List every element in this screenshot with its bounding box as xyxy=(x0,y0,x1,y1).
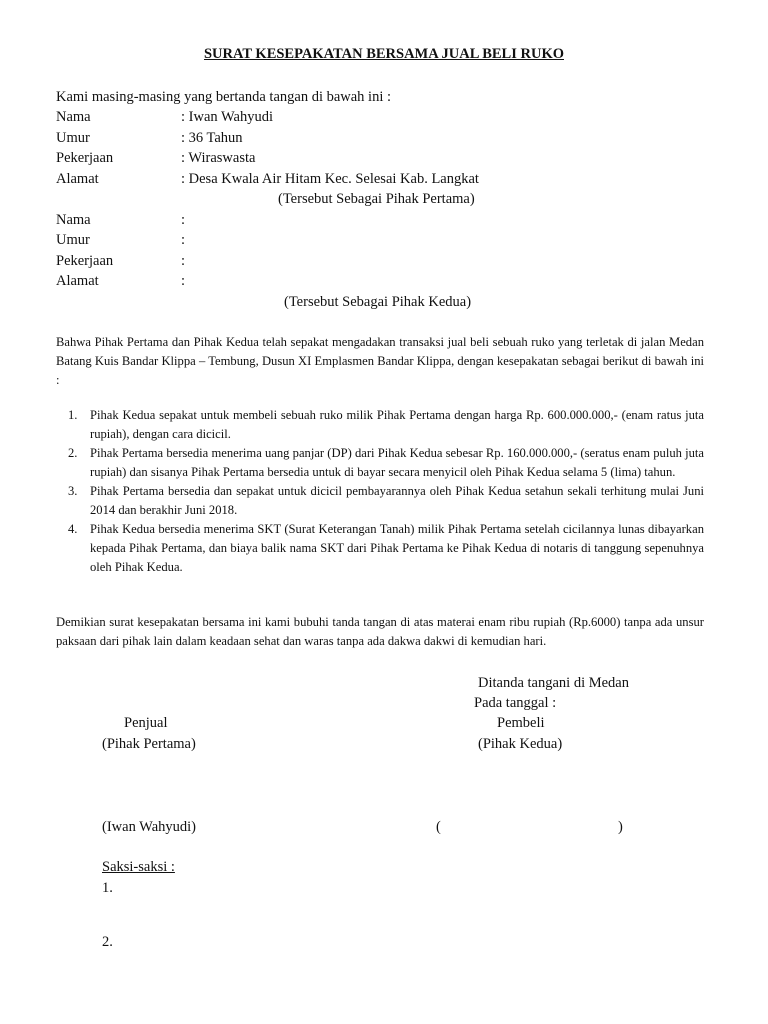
party1-address-label: Alamat xyxy=(56,171,99,187)
signing-place: Ditanda tangani di Medan xyxy=(478,675,629,691)
term-number: 4. xyxy=(68,522,78,536)
term-item xyxy=(56,406,704,444)
buyer-signature-close: ) xyxy=(618,819,623,835)
buyer-signature-open: ( xyxy=(436,819,441,835)
term-text: Pihak Kedua sepakat untuk membeli sebuah ruko milik Pihak Pertama dengan harga Rp. 600.000.000,- (enam ratus juta rupiah), dengan cara dicicil. xyxy=(90,408,704,441)
terms-list xyxy=(56,406,704,577)
party1-address-value: : Desa Kwala Air Hitam Kec. Selesai Kab. Langkat xyxy=(181,171,479,187)
party2-address-value: : xyxy=(181,273,186,289)
witnesses-heading: Saksi-saksi : xyxy=(102,859,175,875)
party2-job-label: Pekerjaan xyxy=(56,253,114,269)
term-number: 3. xyxy=(68,484,78,498)
term-text: Pihak Kedua bersedia menerima SKT (Surat Keterangan Tanah) milik Pihak Pertama setelah cicilannya lunas dibayarkan kepada Pihak Pertama, dan biaya balik nama SKT dari Pihak Pertama ke Pihak Kedua di notaris di tanggung sepenuhnya oleh Pihak Kedua. xyxy=(90,522,704,574)
seller-party: (Pihak Pertama) xyxy=(102,736,196,752)
party2-age-value: : xyxy=(181,232,186,248)
party2-name-label: Nama xyxy=(56,212,91,228)
buyer-party: (Pihak Kedua) xyxy=(478,736,563,752)
party1-name-label: Nama xyxy=(56,109,91,125)
party1-job-label: Pekerjaan xyxy=(56,150,114,166)
seller-signature-name: (Iwan Wahyudi) xyxy=(102,819,196,835)
party1-note: (Tersebut Sebagai Pihak Pertama) xyxy=(278,191,475,207)
party2-address-label: Alamat xyxy=(56,273,99,289)
witness-item: 2. xyxy=(102,934,113,950)
party2-job-value: : xyxy=(181,253,186,269)
party2-note: (Tersebut Sebagai Pihak Kedua) xyxy=(284,294,472,310)
term-number: 1. xyxy=(68,408,78,422)
party2-name-value: : xyxy=(181,212,186,228)
signing-date-label: Pada tanggal : xyxy=(474,695,557,711)
party1-job-value: : Wiraswasta xyxy=(181,150,256,166)
agreement-paragraph: Bahwa Pihak Pertama dan Pihak Kedua telah sepakat mengadakan transaksi jual beli sebuah ruko yang terletak di jalan Medan Batang Kuis Bandar Klippa – Tembung, Dusun XI Emplasmen Bandar Klippa, dengan kesepakatan sebagai berikut di bawah ini : xyxy=(56,335,704,387)
seller-role: Penjual xyxy=(124,715,168,731)
party1-name-value: : Iwan Wahyudi xyxy=(181,109,273,125)
closing-paragraph: Demikian surat kesepakatan bersama ini kami bubuhi tanda tangan di atas materai enam ribu rupiah (Rp.6000) tanpa ada unsur paksaan dari pihak lain dalam keadaan sehat dan waras tanpa ada dakwa dakwi di kemudian hari. xyxy=(56,615,704,648)
term-text: Pihak Pertama bersedia menerima uang panjar (DP) dari Pihak Kedua sebesar Rp. 160.000.000,- (seratus enam puluh juta rupiah) dan sisanya Pihak Pertama bersedia untuk di bayar secara menyicil oleh Pihak Kedua selama 5 (lima) tahun. xyxy=(90,446,704,479)
buyer-role: Pembeli xyxy=(497,715,545,731)
party2-age-label: Umur xyxy=(56,232,90,248)
witness-item: 1. xyxy=(102,880,113,896)
term-text: Pihak Pertama bersedia dan sepakat untuk dicicil pembayarannya oleh Pihak Kedua setahun sekali terhitung mulai Juni 2014 dan berakhir Juni 2018. xyxy=(90,484,704,517)
term-number: 2. xyxy=(68,446,78,460)
term-item xyxy=(56,444,704,482)
party1-age-label: Umur xyxy=(56,130,90,146)
term-item xyxy=(56,520,704,577)
document-title: SURAT KESEPAKATAN BERSAMA JUAL BELI RUKO xyxy=(203,46,564,62)
term-item xyxy=(56,482,704,520)
party1-age-value: : 36 Tahun xyxy=(181,130,243,146)
intro-text: Kami masing-masing yang bertanda tangan di bawah ini : xyxy=(56,89,392,105)
